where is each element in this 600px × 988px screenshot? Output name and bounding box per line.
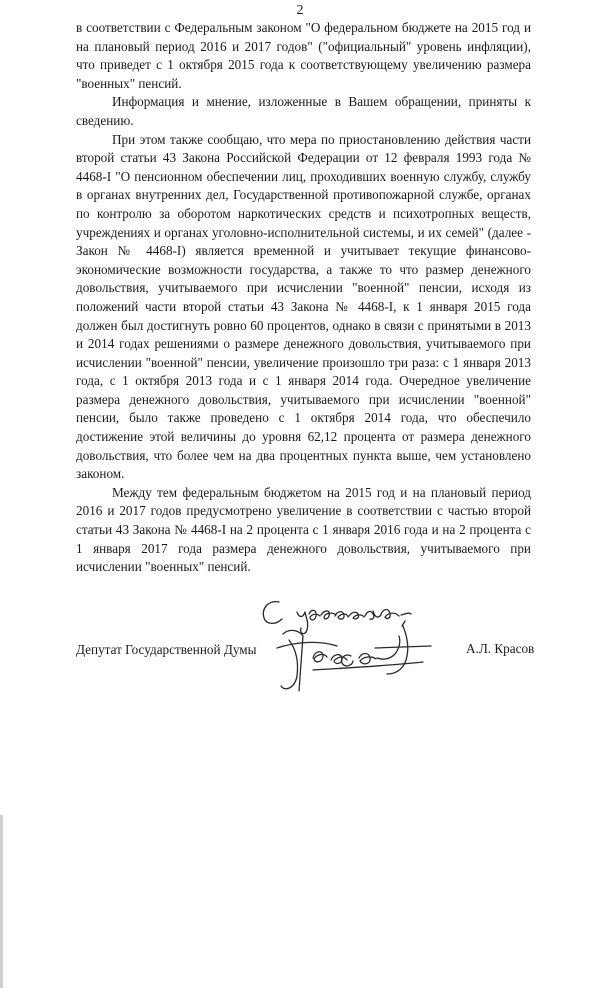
- scan-edge-shadow: [0, 815, 3, 988]
- handwritten-signature: [255, 596, 455, 701]
- page-number: 2: [296, 3, 304, 18]
- paragraph-acknowledgement: Информация и мнение, изложенные в Вашем обращении, приняты к сведению.: [76, 94, 531, 128]
- signer-name: А.Л. Красов: [466, 641, 535, 656]
- paragraph-law-explanation: При этом также сообщаю, что мера по приостановлению действия части второй статьи 43 Закона Российской Федерации от 12 февраля 1993 года № 4468-I "О пенсионном обеспечении лиц, проходивших военную службу, службу в органах внутренних дел, Государственной противопожарной службе, органах по контролю за оборотом наркотических средств и психотропных веществ, учреждениях и органах уголовно-исполнительной системы, и их семей" (далее - Закон № 4468-I) является временной и учитывает текущие финансово-экономические возможности государства, а также то что размер денежного довольствия, учитываемого при исчислении "военной" пенсии, исходя из положений части второй статьи 43 Закона № 4468-I, к 1 января 2015 года должен был достигнуть ровно 60 процентов, однако в связи с принятыми в 2013 и 2014 годах решениями о размере денежного довольствия, учитываемого при исчислении "военной" пенсии, увеличение произошло три раза: с 1 января 2013 года, с 1 октября 2013 года и с 1 января 2014 года. Очередное увеличение размера денежного довольствия, учитываемого при исчислении "военной" пенсии, было также проведено с 1 октября 2014 года, что обеспечило достижение этой величины до уровня 62,12 процента от размера денежного довольствия, что более чем на два процентных пункта выше, чем установлено законом.: [76, 131, 531, 482]
- paragraph-budget-increase: Между тем федеральным бюджетом на 2015 год и на плановый период 2016 и 2017 годов предусмотрено увеличение в соответствии с частью второй статьи 43 Закона № 4468-I на 2 процента с 1 января 2016 года и на 2 процента с 1 января 2017 года размера денежного довольствия, учитываемого при исчислении "военных" пенсий.: [76, 484, 531, 575]
- letter-body: [76, 19, 531, 577]
- signer-title: Депутат Государственной Думы: [76, 642, 257, 657]
- paragraph-continuation: в соответствии с Федеральным законом "О федеральном бюджете на 2015 год и на плановый период 2016 и 2017 годов" ("официальный" уровень инфляции), что приведет с 1 октября 2015 года к соответствующему увеличению размера "военных" пенсий.: [76, 20, 531, 91]
- signature-block: [0, 596, 600, 706]
